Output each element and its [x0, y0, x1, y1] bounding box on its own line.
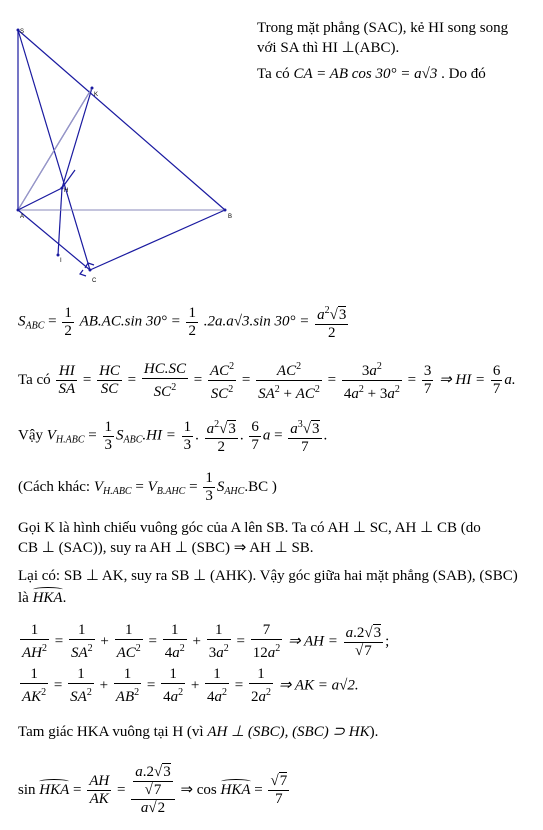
frac-3-7: $\frac{3}{7}$ [423, 363, 432, 397]
ratio-implies: ⇒ HI = [439, 371, 486, 388]
volume-equation: Vậy $V_{H.ABC}$ = $\frac{1}{3}$ $S_{ABC}.HI$ = $\frac{1}{3}$ . $\frac{a^2√3}{2}$ . $\frac{6}{7}$ a = $\frac{a^3√3}{7}$ . [18, 416, 327, 456]
ak-result: ⇒ AK = a√2. [278, 677, 359, 694]
area-subscript: ABC [25, 320, 45, 332]
frac-ac2-sc2: $\frac{AC^2}{SC^2}$ [208, 358, 236, 403]
frac-ac2-sum: $\frac{AC^2}{SA^2 + AC^2}$ [256, 358, 322, 403]
area-product-2: .2a.a√3.sin 30° = [203, 313, 314, 330]
para3-text: Tam giác HKA vuông tại H (vì [18, 724, 204, 740]
alt-v1-sub: H.ABC [102, 485, 132, 497]
frac-6-7: $\frac{6}{7}$ [492, 363, 501, 397]
ratio-prefix: Ta có [18, 371, 51, 388]
frac-1-ak2: $\frac{1}{AK^2}$ [22, 666, 47, 705]
intro-do-do: . Do đó [441, 66, 486, 82]
area-symbol: S [18, 313, 26, 330]
frac-1-4a2: $\frac{1}{4a^2}$ [164, 622, 185, 661]
frac-6-7-b: $\frac{6}{7}$ [251, 418, 259, 453]
fraction-area-result: $\frac{a^2√3}{2}$ [315, 302, 348, 342]
ah-equation: $\frac{1}{AH^2}$ = $\frac{1}{SA^2}$ + $\frac{1}{AC^2}$ = $\frac{1}{4a^2}$ + $\frac{1}{3a^2}$ = $\frac{7}{12a^2}$ ⇒ AH = $\frac{a.2√3}{√7}$ ; [22, 622, 390, 661]
label-c: C [92, 278, 97, 284]
ak-equation: $\frac{1}{AK^2}$ = $\frac{1}{SA^2}$ + $\frac{1}{AB^2}$ = $\frac{1}{4a^2}$ + $\frac{1}{4a^2}$ = $\frac{1}{2a^2}$ ⇒ AK = a√2. [22, 666, 359, 705]
para3-math: AH ⊥ (SBC), (SBC) ⊃ HK [207, 724, 370, 740]
para1-line2: CB ⊥ (SAC)), suy ra AH ⊥ (SBC) ⇒ AH ⊥ SB. [18, 540, 314, 556]
geometry-figure [10, 20, 245, 290]
alt-s-sub: AHC [224, 485, 245, 497]
para3-close: ). [369, 724, 379, 740]
ratio-a: a. [504, 371, 516, 388]
frac-sqrt7-7: $\frac{√7}{7}$ [270, 773, 288, 807]
para3 [18, 722, 378, 741]
label-a: A [20, 214, 25, 220]
frac-ah-ak: $\frac{AH}{AK}$ [89, 773, 110, 807]
volume-hi: .HI = [142, 427, 176, 444]
alt-close: .BC ) [244, 478, 277, 495]
volume-prefix: Vậy [18, 427, 43, 444]
intro-ca-equation: CA = AB cos 30° = a√3 [293, 66, 438, 82]
sin-label: sin [18, 781, 36, 798]
ratio-equation: Ta có $\frac{HI}{SA}$ = $\frac{HC}{SC}$ = $\frac{HC.SC}{SC^2}$ = $\frac{AC^2}{SC^2}$ = $\frac{AC^2}{SA^2 + AC^2}$ = $\frac{3a^2}{4a^2 + 3a^2}$ = $\frac{3}{7}$ ⇒ HI = $\frac{6}{7}$ a. [18, 358, 516, 403]
frac-1-sa2: $\frac{1}{SA^2}$ [70, 622, 93, 661]
frac-compound: $\frac{\frac{a.2√3}{√7}}{a√2}$ [131, 764, 174, 817]
frac-a3sqrt3-7: $\frac{a^3√3}{7}$ [288, 416, 321, 456]
para2-la: là [18, 590, 29, 606]
fraction-one-half: $\frac{1}{2}$ [64, 304, 72, 339]
para1-line1: Gọi K là hình chiếu vuông góc của A lên SB. Ta có AH ⊥ SC, AH ⊥ CB (do [18, 520, 481, 536]
frac-hcsc-sc2: $\frac{HC.SC}{SC^2}$ [143, 360, 186, 400]
frac-1-3a2: $\frac{1}{3a^2}$ [208, 622, 229, 661]
frac-1-3-b: $\frac{1}{3}$ [183, 418, 192, 453]
frac-a2sqrt3-2: $\frac{a^2√3}{2}$ [205, 416, 238, 456]
frac-1-ab2: $\frac{1}{AB^2}$ [115, 666, 140, 705]
label-b: B [228, 214, 233, 220]
intro-line-1: Trong mặt phẳng (SAC), kẻ HI song song [257, 20, 509, 36]
sin-equation: sin HKA = $\frac{AH}{AK}$ = $\frac{\frac{a.2√3}{√7}}{a√2}$ ⇒ cos HKA = $\frac{√7}{7}$ [18, 764, 288, 816]
volume-s-subscript: ABC [123, 434, 143, 446]
alternative-method: (Cách khác: $V_{H.ABC} = V_{B.AHC}$ = $\frac{1}{3}$ $S_{AHC}.BC$ ) [18, 470, 277, 504]
frac-1-3: $\frac{1}{3}$ [104, 418, 112, 453]
frac-1-4a2-c: $\frac{1}{4a^2}$ [207, 666, 228, 705]
ah-result: ⇒ AH = [287, 633, 338, 650]
frac-1-4a2-b: $\frac{1}{4a^2}$ [163, 666, 184, 705]
para2-line2 [18, 590, 66, 607]
label-k: K [94, 92, 99, 98]
label-s: S [20, 29, 25, 35]
area-equation: $S_{ABC}$ = $\frac{1}{2}$ AB.AC.sin 30° = $\frac{1}{2}$ .2a.a√3.sin 30° = $\frac{a^2√3}{2}$ [18, 302, 350, 342]
area-product: AB.AC.sin 30° = [79, 313, 185, 330]
volume-symbol: V [46, 427, 56, 444]
volume-subscript: H.ABC [55, 434, 85, 446]
alt-open: (Cách khác: [18, 478, 91, 495]
frac-hi-sa: $\frac{HI}{SA}$ [58, 363, 76, 397]
fraction-one-half-2: $\frac{1}{2}$ [188, 304, 196, 339]
angle-hka-cos: HKA [220, 781, 251, 798]
frac-1-ah2: $\frac{1}{AH^2}$ [22, 622, 47, 661]
alt-v2-sub: B.AHC [156, 485, 186, 497]
para2-line1: Lại có: SB ⊥ AK, suy ra SB ⊥ (AHK). Vậy góc giữa hai mặt phẳng (SAB), (SBC) [18, 568, 518, 584]
frac-7-12a2: $\frac{7}{12a^2}$ [252, 622, 281, 661]
para2-period: . [62, 590, 67, 606]
label-i: I [60, 258, 62, 264]
label-h: H [64, 188, 69, 194]
ah-semicolon: ; [385, 633, 390, 650]
frac-3a2: $\frac{3a^2}{4a^2 + 3a^2}$ [342, 358, 402, 403]
angle-hka: HKA [32, 590, 63, 606]
frac-hc-sc: $\frac{HC}{SC}$ [99, 363, 120, 397]
frac-1-3-c: $\frac{1}{3}$ [205, 470, 213, 504]
intro-line-2: với SA thì HI ⊥(ABC). [257, 40, 400, 56]
frac-ah-value: $\frac{a.2√3}{√7}$ [345, 624, 382, 659]
intro-ta-co: Ta có [257, 66, 294, 82]
frac-1-2a2: $\frac{1}{2a^2}$ [251, 666, 272, 705]
angle-hka-sin: HKA [39, 781, 70, 798]
cos-label: ⇒ cos [180, 781, 217, 798]
frac-1-ac2: $\frac{1}{AC^2}$ [116, 622, 141, 661]
frac-1-sa2-b: $\frac{1}{SA^2}$ [70, 666, 92, 705]
intro-line-3 [257, 66, 486, 83]
